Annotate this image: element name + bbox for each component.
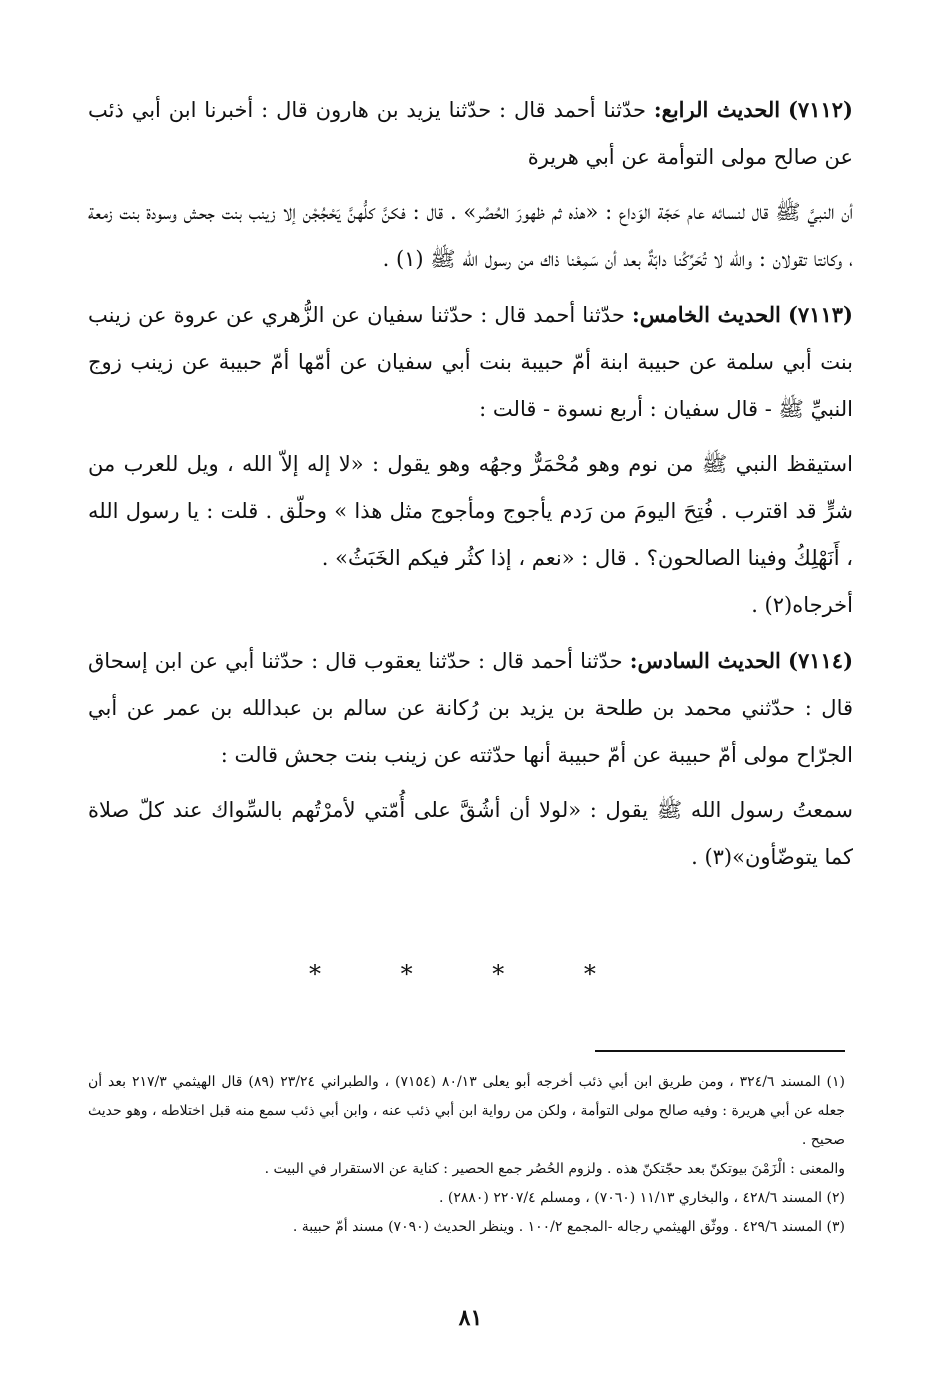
hadith-number: (٧١١٢) xyxy=(787,97,853,122)
hadith-title: الحديث الخامس: xyxy=(631,302,781,327)
page-number: ٨١ xyxy=(458,1305,483,1331)
hadith-7113-matn: استيقظ النبي ﷺ من نوم وهو مُحْمَرٌّ وجهُه وهو يقول : «لا إله إلاّ الله ، ويل للعرب من شرٍّ قد اقترب . فُتِحَ اليومَ من رَدم يأجوج ومأجوج مثل هذا » وحلّق . قلت : يا رسول الله ، أَنَهْلِكُ وفينا الصالحون؟ . قال : «نعم ، إذا كثُر فيكم الخَبَثُ» . xyxy=(88,452,853,570)
footnote-1-meaning: والمعنى : الْزَمْنَ بيوتكنّ بعد حجّتكنّ هذه . ولزوم الحُصُر جمع الحصير : كناية عن الاستقرار في البيت . xyxy=(264,1161,845,1177)
footnote-2: (٢) المسند ٤٢٨/٦ ، والبخاري ١١/١٣ (٧٠٦٠) ، ومسلم ٢٢٠٧/٤ (٢٨٨٠) . xyxy=(438,1190,845,1206)
hadith-7112-isnad xyxy=(88,86,853,181)
hadith-number: (٧١١٤) xyxy=(788,648,854,673)
section-separator: * * * * xyxy=(309,960,632,988)
footnote-1: (١) المسند ٣٢٤/٦ ، ومن طريق ابن أبي ذئب أخرجه أبو يعلى ٨٠/١٣ (٧١٥٤) ، والطبراني ٢٣/٢٤ (٨٩) قال الهيثمي ٢١٧/٣ بعد أن جعله عن أبي هريرة : وفيه صالح مولى التوأمة ، ولكن من رواية ابن أبي ذئب عنه ، وابن أبي ذئب سمع منه قبل اختلاطه ، وهو حديث صحيح . xyxy=(88,1074,846,1148)
hadith-number: (٧١١٣) xyxy=(787,302,853,327)
hadith-isnad: حدّثنا أحمد قال : حدّثنا يعقوب قال : حدّثنا أبي عن ابن إسحاق قال : حدّثني محمد بن طلحة بن يزيد بن رُكانة عن سالم بن عبدالله بن عمر عن أبي الجرّاح مولى أمّ حبيبة عن أمّ حبيبة أنها حدّثته عن زينب بنت جحش قالت : xyxy=(88,649,853,767)
hadith-7113-isnad xyxy=(88,291,853,433)
hadith-7114-matn: سمعتُ رسول الله ﷺ يقول : «لولا أن أشُقَّ على أُمّتي لأمرْتُهم بالسِّواك عند كلّ صلاة كما يتوضّأون»(٣) . xyxy=(88,798,853,869)
hadith-7112-matn: أن النبيَّ ﷺ قال لنسائه عام حَجّة الوَداع : «هذه ثم ظهورَ الحُصُر» . قال : فكنَّ كلُّهنَّ يَحْجُجْن إلا زينب بنت جحش وسودة بنت زمعة ، وكانتا تقولان : والله لا تُحَرِّكُنا دابّةٌ بعد أن سَمِعْنا ذاك من رسول الله ﷺ (١) . xyxy=(88,200,853,271)
hadith-title: الحديث الرابع: xyxy=(653,97,781,122)
hadith-isnad: حدّثنا أحمد قال : حدّثنا يزيد بن هارون قال : أخبرنا ابن أبي ذئب عن صالح مولى التوأمة عن أبي هريرة xyxy=(88,98,853,169)
hadith-7114-isnad xyxy=(88,637,853,779)
hadith-7113-takhrij: أخرجاه(٢) . xyxy=(751,593,853,617)
main-text xyxy=(88,86,853,881)
hadith-isnad: حدّثنا أحمد قال : حدّثنا سفيان عن الزُّهري عن عروة عن زينب بنت أبي سلمة عن حبيبة ابنة أمّ حبيبة بنت أبي سفيان عن أمّها أمّ حبيبة عن زينب زوج النبيِّ ﷺ - قال سفيان : أربع نسوة - قالت : xyxy=(88,303,853,421)
footnote-3: (٣) المسند ٤٢٩/٦ . ووثّق الهيثمي رجاله -المجمع ١٠٠/٢ . وينظر الحديث (٧٠٩٠) مسند أمّ حبيبة . xyxy=(292,1219,845,1235)
footnote-divider xyxy=(595,1050,845,1052)
footnotes xyxy=(88,1068,845,1242)
hadith-title: الحديث السادس: xyxy=(629,648,781,673)
